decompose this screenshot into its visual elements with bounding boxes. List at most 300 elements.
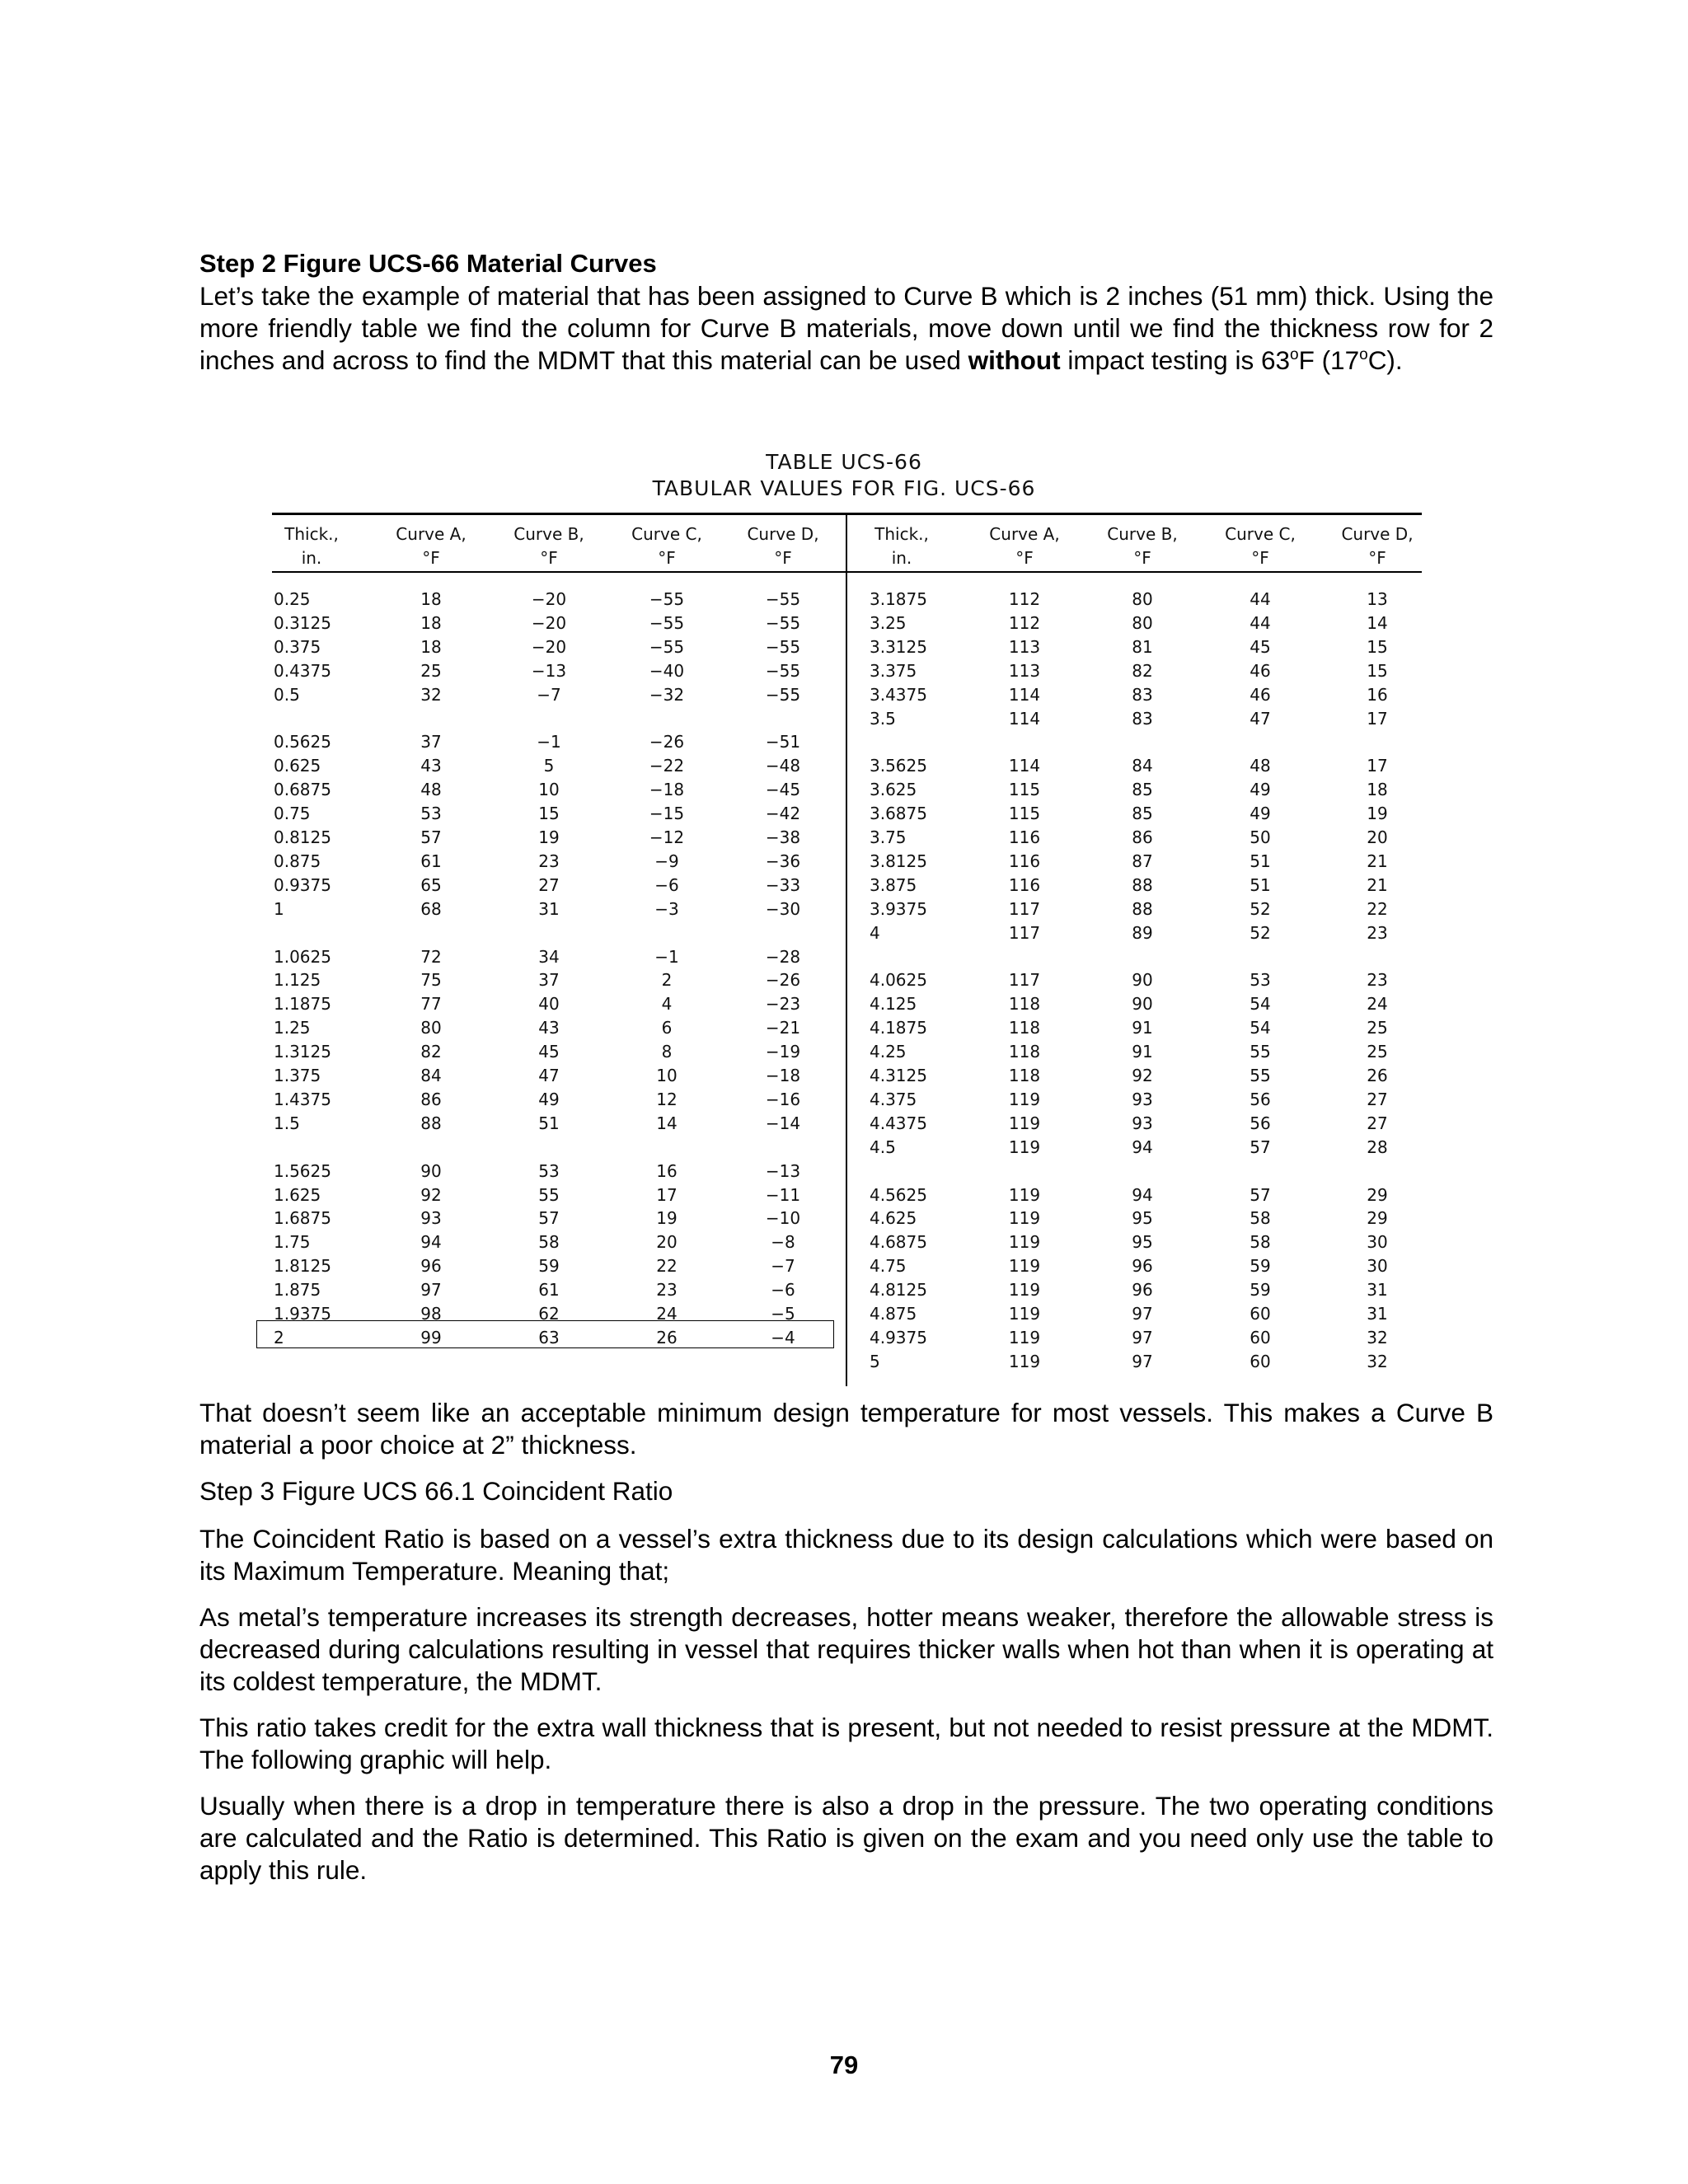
temperature-cell: 57 <box>1250 1137 1271 1157</box>
column-header <box>747 523 818 570</box>
thickness-cell: 4.5 <box>870 1137 896 1157</box>
temperature-cell: 114 <box>1008 684 1041 705</box>
temperature-cell: 12 <box>656 1089 678 1109</box>
temperature-cell: 55 <box>538 1184 560 1205</box>
column-header <box>989 523 1059 570</box>
temperature-cell: 15 <box>1367 636 1388 657</box>
thickness-cell: 0.875 <box>274 851 321 871</box>
column-header-label: Curve C, <box>1225 524 1296 544</box>
ucs66-table <box>272 513 1422 1386</box>
column-header <box>1107 523 1177 570</box>
temperature-cell: 97 <box>1132 1327 1153 1347</box>
temperature-cell: 27 <box>538 874 560 895</box>
thickness-cell: 1.8125 <box>274 1256 331 1277</box>
temperature-cell: 23 <box>1367 922 1388 943</box>
thickness-cell: 1.3125 <box>274 1042 331 1062</box>
column-header-unit: °F <box>658 548 676 568</box>
temperature-cell: 30 <box>1367 1232 1388 1253</box>
temperature-cell: −42 <box>765 804 801 824</box>
temperature-cell: 77 <box>420 994 442 1015</box>
temperature-cell: 34 <box>538 946 560 967</box>
temperature-cell: 23 <box>656 1280 678 1301</box>
temperature-cell: −20 <box>531 589 567 609</box>
column-header-unit: °F <box>1368 548 1386 568</box>
temperature-cell: 54 <box>1250 994 1271 1015</box>
temperature-cell: 20 <box>656 1232 678 1253</box>
temperature-cell: 48 <box>420 780 442 800</box>
temperature-cell: −4 <box>771 1327 795 1347</box>
thickness-cell: 1.75 <box>274 1232 311 1253</box>
temperature-cell: −28 <box>765 946 801 967</box>
column-header-unit: °F <box>540 548 558 568</box>
temperature-cell: 53 <box>538 1160 560 1181</box>
temperature-cell: 23 <box>538 851 560 871</box>
temperature-cell: −14 <box>765 1113 801 1133</box>
temperature-cell: 50 <box>1250 827 1271 847</box>
temperature-cell: 119 <box>1008 1256 1041 1277</box>
thickness-cell: 4.75 <box>870 1256 907 1277</box>
table-title: TABLE UCS-66 <box>766 450 922 474</box>
temperature-cell: −38 <box>765 827 801 847</box>
temperature-cell: 21 <box>1367 851 1388 871</box>
temperature-cell: 96 <box>1132 1280 1153 1301</box>
temperature-cell: 80 <box>1132 589 1153 609</box>
thickness-cell: 0.625 <box>274 756 321 776</box>
temperature-cell: 40 <box>538 994 560 1015</box>
temperature-cell: 10 <box>538 780 560 800</box>
thickness-cell: 4.0625 <box>870 970 927 991</box>
temperature-cell: 56 <box>1250 1113 1271 1133</box>
intro-bold-word: without <box>968 345 1061 375</box>
column-header-label: Curve D, <box>1341 524 1414 544</box>
temperature-cell: 13 <box>1367 589 1388 609</box>
temperature-cell: 89 <box>1132 922 1153 943</box>
temperature-cell: 114 <box>1008 756 1041 776</box>
intro-paragraph <box>199 280 1493 377</box>
temperature-cell: 118 <box>1008 1066 1041 1085</box>
temperature-cell: 26 <box>1367 1066 1388 1085</box>
temperature-cell: 46 <box>1250 684 1271 705</box>
temperature-cell: 30 <box>1367 1256 1388 1277</box>
temperature-cell: 87 <box>1132 851 1153 871</box>
temperature-cell: 27 <box>1367 1089 1388 1109</box>
temperature-cell: 19 <box>538 827 560 847</box>
temperature-cell: 92 <box>1132 1066 1153 1085</box>
thickness-cell: 3.4375 <box>870 684 927 705</box>
thickness-cell: 1.625 <box>274 1184 321 1205</box>
temperature-cell: 25 <box>420 660 442 681</box>
temperature-cell: 55 <box>1250 1066 1271 1085</box>
temperature-cell: 29 <box>1367 1208 1388 1229</box>
temperature-cell: 119 <box>1008 1327 1041 1347</box>
temperature-cell: 32 <box>1367 1327 1388 1347</box>
thickness-cell: 1.125 <box>274 970 321 991</box>
temperature-cell: 119 <box>1008 1351 1041 1371</box>
temperature-cell: 80 <box>1132 612 1153 633</box>
thickness-cell: 3.5625 <box>870 756 927 776</box>
temperature-cell: 99 <box>420 1327 442 1347</box>
thickness-cell: 4.8125 <box>870 1280 927 1301</box>
thickness-cell: 3.375 <box>870 660 917 681</box>
temperature-cell: 57 <box>538 1208 560 1229</box>
thickness-cell: 3.8125 <box>870 851 927 871</box>
temperature-cell: 53 <box>1250 970 1271 991</box>
thickness-cell: 3.5 <box>870 708 896 729</box>
temperature-cell: 91 <box>1132 1042 1153 1062</box>
temperature-cell: 65 <box>420 874 442 895</box>
temperature-cell: 8 <box>661 1042 673 1062</box>
temperature-cell: 44 <box>1250 612 1271 633</box>
temperature-cell: −36 <box>765 851 801 871</box>
temperature-cell: 31 <box>538 898 560 919</box>
temperature-cell: 37 <box>538 970 560 991</box>
thickness-cell: 1.6875 <box>274 1208 331 1229</box>
temperature-cell: 113 <box>1008 660 1041 681</box>
temperature-cell: −55 <box>765 612 801 633</box>
temperature-cell: 59 <box>1250 1256 1271 1277</box>
temperature-cell: 57 <box>420 827 442 847</box>
temperature-cell: 24 <box>656 1304 678 1324</box>
intro-text-3: F (17 <box>1298 345 1360 375</box>
metal-paragraph: As metal’s temperature increases its strength decreases, hotter means weaker, therefore the allowable stress is decreased during calculations resulting in vessel that requires thicker walls when hot than when it is operating at its coldest temperature, the MDMT. <box>199 1602 1493 1696</box>
temperature-cell: 119 <box>1008 1113 1041 1133</box>
temperature-cell: −16 <box>765 1089 801 1109</box>
temperature-cell: 59 <box>1250 1280 1271 1301</box>
temperature-cell: 17 <box>1367 756 1388 776</box>
temperature-cell: 61 <box>420 851 442 871</box>
thickness-cell: 0.5 <box>274 684 300 705</box>
temperature-cell: 18 <box>1367 780 1388 800</box>
column-header-label: Curve B, <box>513 524 584 544</box>
temperature-cell: 28 <box>1367 1137 1388 1157</box>
temperature-cell: 118 <box>1008 1018 1041 1038</box>
temperature-cell: 51 <box>538 1113 560 1133</box>
temperature-cell: 82 <box>1132 660 1153 681</box>
temperature-cell: 25 <box>1367 1042 1388 1062</box>
temperature-cell: 119 <box>1008 1137 1041 1157</box>
temperature-cell: 84 <box>1132 756 1153 776</box>
thickness-cell: 1.9375 <box>274 1304 331 1324</box>
temperature-cell: 17 <box>1367 708 1388 729</box>
ratio-paragraph: This ratio takes credit for the extra wall thickness that is present, but not needed to resist pressure at the MDMT. The following graphic will help. <box>199 1713 1493 1774</box>
temperature-cell: 116 <box>1008 874 1041 895</box>
temperature-cell: 29 <box>1367 1184 1388 1205</box>
temperature-cell: 15 <box>538 804 560 824</box>
thickness-cell: 1.1875 <box>274 994 331 1015</box>
temperature-cell: 58 <box>538 1232 560 1253</box>
temperature-cell: 48 <box>1250 756 1271 776</box>
temperature-cell: 85 <box>1132 804 1153 824</box>
intro-text-4: C). <box>1367 345 1403 375</box>
column-header-unit: °F <box>422 548 440 568</box>
temperature-cell: 6 <box>661 1018 673 1038</box>
temperature-cell: −26 <box>765 970 801 991</box>
temperature-cell: 81 <box>1132 636 1153 657</box>
temperature-cell: −10 <box>765 1208 801 1229</box>
temperature-cell: −15 <box>649 804 685 824</box>
temperature-cell: 49 <box>538 1089 560 1109</box>
temperature-cell: 32 <box>1367 1351 1388 1371</box>
temperature-cell: 85 <box>1132 780 1153 800</box>
temperature-cell: 91 <box>1132 1018 1153 1038</box>
temperature-cell: 22 <box>656 1256 678 1277</box>
thickness-cell: 4.3125 <box>870 1066 927 1085</box>
thickness-cell: 0.375 <box>274 636 321 657</box>
temperature-cell: 90 <box>1132 970 1153 991</box>
degree-mark: o <box>1290 346 1299 363</box>
temperature-cell: 97 <box>1132 1351 1153 1371</box>
column-header-label: Thick., <box>874 524 929 544</box>
thickness-cell: 4 <box>870 922 880 943</box>
thickness-cell: 1.0625 <box>274 946 331 967</box>
temperature-cell: 98 <box>420 1304 442 1324</box>
temperature-cell: 4 <box>661 994 673 1015</box>
degree-mark: o <box>1359 346 1368 363</box>
temperature-cell: 18 <box>420 589 442 609</box>
temperature-cell: 43 <box>538 1018 560 1038</box>
table-center-divider <box>846 513 847 1386</box>
temperature-cell: 119 <box>1008 1184 1041 1205</box>
temperature-cell: 119 <box>1008 1208 1041 1229</box>
temperature-cell: 84 <box>420 1066 442 1085</box>
temperature-cell: −9 <box>654 851 679 871</box>
temperature-cell: −55 <box>765 636 801 657</box>
temperature-cell: −55 <box>649 636 685 657</box>
column-header <box>631 523 702 570</box>
column-header <box>1341 523 1413 570</box>
temperature-cell: 61 <box>538 1280 560 1301</box>
temperature-cell: 49 <box>1250 804 1271 824</box>
temperature-cell: 49 <box>1250 780 1271 800</box>
temperature-cell: 60 <box>1250 1351 1271 1371</box>
temperature-cell: −1 <box>654 946 679 967</box>
thickness-cell: 1.25 <box>274 1018 311 1038</box>
temperature-cell: −30 <box>765 898 801 919</box>
temperature-cell: 15 <box>1367 660 1388 681</box>
temperature-cell: 90 <box>1132 994 1153 1015</box>
temperature-cell: 46 <box>1250 660 1271 681</box>
column-header <box>284 523 339 570</box>
temperature-cell: 117 <box>1008 970 1041 991</box>
temperature-cell: 117 <box>1008 922 1041 943</box>
thickness-cell: 3.1875 <box>870 589 927 609</box>
temperature-cell: 75 <box>420 970 442 991</box>
temperature-cell: 118 <box>1008 994 1041 1015</box>
temperature-cell: −21 <box>765 1018 801 1038</box>
temperature-cell: 118 <box>1008 1042 1041 1062</box>
temperature-cell: −8 <box>771 1232 795 1253</box>
temperature-cell: −5 <box>771 1304 795 1324</box>
temperature-cell: 88 <box>1132 898 1153 919</box>
thickness-cell: 1.4375 <box>274 1089 331 1109</box>
temperature-cell: −55 <box>765 684 801 705</box>
temperature-cell: 45 <box>538 1042 560 1062</box>
temperature-cell: 2 <box>661 970 673 991</box>
thickness-cell: 3.625 <box>870 780 917 800</box>
column-header-label: Curve B, <box>1107 524 1178 544</box>
temperature-cell: 88 <box>1132 874 1153 895</box>
temperature-cell: −26 <box>649 732 685 752</box>
thickness-cell: 4.875 <box>870 1304 917 1324</box>
temperature-cell: −13 <box>531 660 567 681</box>
temperature-cell: 27 <box>1367 1113 1388 1133</box>
thickness-cell: 4.5625 <box>870 1184 927 1205</box>
temperature-cell: −19 <box>765 1042 801 1062</box>
thickness-cell: 4.1875 <box>870 1018 927 1038</box>
temperature-cell: 94 <box>1132 1137 1153 1157</box>
temperature-cell: 18 <box>420 636 442 657</box>
temperature-cell: 82 <box>420 1042 442 1062</box>
temperature-cell: 10 <box>656 1066 678 1085</box>
temperature-cell: 96 <box>1132 1256 1153 1277</box>
temperature-cell: 47 <box>1250 708 1271 729</box>
column-header <box>874 523 929 570</box>
temperature-cell: 115 <box>1008 780 1041 800</box>
temperature-cell: 117 <box>1008 898 1041 919</box>
temperature-cell: 93 <box>1132 1113 1153 1133</box>
intro-text: Let’s take the example of material that has been assigned to Curve B which is 2 inches (51 mm) thick. Using the more friendly table we find the column for Curve B materials, move down until we find the thickness row for 2 inches and across to find the MDMT that this material can be used <box>199 281 1493 375</box>
thickness-cell: 4.625 <box>870 1208 917 1229</box>
temperature-cell: −55 <box>765 589 801 609</box>
thickness-cell: 1 <box>274 898 284 919</box>
temperature-cell: 113 <box>1008 636 1041 657</box>
thickness-cell: 0.9375 <box>274 874 331 895</box>
table-subtitle: TABULAR VALUES FOR FIG. UCS-66 <box>652 476 1036 500</box>
temperature-cell: 95 <box>1132 1208 1153 1229</box>
temperature-cell: 18 <box>420 612 442 633</box>
thickness-cell: 4.4375 <box>870 1113 927 1133</box>
temperature-cell: 58 <box>1250 1208 1271 1229</box>
temperature-cell: 14 <box>1367 612 1388 633</box>
temperature-cell: −1 <box>537 732 561 752</box>
temperature-cell: 52 <box>1250 922 1271 943</box>
temperature-cell: 83 <box>1132 708 1153 729</box>
temperature-cell: 97 <box>420 1280 442 1301</box>
temperature-cell: 17 <box>656 1184 678 1205</box>
thickness-cell: 1.5 <box>274 1113 300 1133</box>
temperature-cell: −18 <box>765 1066 801 1085</box>
usually-paragraph: Usually when there is a drop in temperature there is also a drop in the pressure. The two operating conditions are calculated and the Ratio is determined. This Ratio is given on the exam and you need only use the table to apply this rule. <box>199 1791 1493 1885</box>
temperature-cell: 56 <box>1250 1089 1271 1109</box>
temperature-cell: 62 <box>538 1304 560 1324</box>
acceptable-paragraph: That doesn’t seem like an acceptable minimum design temperature for most vessels. This makes a Curve B material a poor choice at 2” thickness. <box>199 1398 1493 1460</box>
temperature-cell: −7 <box>771 1256 795 1277</box>
thickness-cell: 0.6875 <box>274 780 331 800</box>
temperature-cell: 32 <box>420 684 442 705</box>
temperature-cell: −20 <box>531 636 567 657</box>
thickness-cell: 2 <box>274 1327 284 1347</box>
temperature-cell: 31 <box>1367 1304 1388 1324</box>
temperature-cell: 53 <box>420 804 442 824</box>
temperature-cell: −6 <box>654 874 679 895</box>
temperature-cell: −18 <box>649 780 685 800</box>
column-header-unit: in. <box>301 548 322 568</box>
temperature-cell: 86 <box>1132 827 1153 847</box>
temperature-cell: 24 <box>1367 994 1388 1015</box>
thickness-cell: 3.25 <box>870 612 907 633</box>
temperature-cell: −45 <box>765 780 801 800</box>
temperature-cell: −32 <box>649 684 685 705</box>
temperature-cell: 57 <box>1250 1184 1271 1205</box>
temperature-cell: 90 <box>420 1160 442 1181</box>
temperature-cell: 14 <box>656 1113 678 1133</box>
temperature-cell: 93 <box>420 1208 442 1229</box>
temperature-cell: 25 <box>1367 1018 1388 1038</box>
temperature-cell: 20 <box>1367 827 1388 847</box>
temperature-cell: 59 <box>538 1256 560 1277</box>
coincident-paragraph: The Coincident Ratio is based on a vessel’s extra thickness due to its design calculations which were based on its Maximum Temperature. Meaning that; <box>199 1524 1493 1586</box>
column-header <box>513 523 584 570</box>
temperature-cell: 94 <box>420 1232 442 1253</box>
temperature-cell: 92 <box>420 1184 442 1205</box>
temperature-cell: 58 <box>1250 1232 1271 1253</box>
temperature-cell: 37 <box>420 732 442 752</box>
thickness-cell: 5 <box>870 1351 880 1371</box>
temperature-cell: −40 <box>649 660 685 681</box>
temperature-cell: −11 <box>765 1184 801 1205</box>
temperature-cell: 119 <box>1008 1089 1041 1109</box>
temperature-cell: 5 <box>543 756 555 776</box>
thickness-cell: 1.875 <box>274 1280 321 1301</box>
temperature-cell: 51 <box>1250 851 1271 871</box>
column-header-label: Curve C, <box>631 524 702 544</box>
thickness-cell: 0.75 <box>274 804 311 824</box>
temperature-cell: 52 <box>1250 898 1271 919</box>
temperature-cell: −51 <box>765 732 801 752</box>
temperature-cell: 112 <box>1008 589 1041 609</box>
temperature-cell: 115 <box>1008 804 1041 824</box>
thickness-cell: 4.25 <box>870 1042 907 1062</box>
temperature-cell: 44 <box>1250 589 1271 609</box>
temperature-cell: 63 <box>538 1327 560 1347</box>
temperature-cell: 60 <box>1250 1304 1271 1324</box>
temperature-cell: −13 <box>765 1160 801 1181</box>
temperature-cell: 45 <box>1250 636 1271 657</box>
temperature-cell: 83 <box>1132 684 1153 705</box>
thickness-cell: 0.5625 <box>274 732 331 752</box>
temperature-cell: 22 <box>1367 898 1388 919</box>
temperature-cell: −12 <box>649 827 685 847</box>
temperature-cell: −6 <box>771 1280 795 1301</box>
thickness-cell: 3.75 <box>870 827 907 847</box>
temperature-cell: 16 <box>1367 684 1388 705</box>
temperature-cell: 55 <box>1250 1042 1271 1062</box>
temperature-cell: 60 <box>1250 1327 1271 1347</box>
thickness-cell: 1.5625 <box>274 1160 331 1181</box>
temperature-cell: 95 <box>1132 1232 1153 1253</box>
temperature-cell: −3 <box>654 898 679 919</box>
column-header <box>1225 523 1296 570</box>
column-header-label: Curve A, <box>396 524 467 544</box>
column-header-label: Curve D, <box>747 524 819 544</box>
temperature-cell: 80 <box>420 1018 442 1038</box>
thickness-cell: 3.3125 <box>870 636 927 657</box>
temperature-cell: 116 <box>1008 851 1041 871</box>
temperature-cell: 116 <box>1008 827 1041 847</box>
temperature-cell: 19 <box>656 1208 678 1229</box>
temperature-cell: 51 <box>1250 874 1271 895</box>
temperature-cell: −33 <box>765 874 801 895</box>
thickness-cell: 3.6875 <box>870 804 927 824</box>
temperature-cell: 16 <box>656 1160 678 1181</box>
temperature-cell: −7 <box>537 684 561 705</box>
thickness-cell: 4.6875 <box>870 1232 927 1253</box>
thickness-cell: 0.4375 <box>274 660 331 681</box>
temperature-cell: −55 <box>765 660 801 681</box>
temperature-cell: 86 <box>420 1089 442 1109</box>
temperature-cell: 88 <box>420 1113 442 1133</box>
thickness-cell: 4.375 <box>870 1089 917 1109</box>
